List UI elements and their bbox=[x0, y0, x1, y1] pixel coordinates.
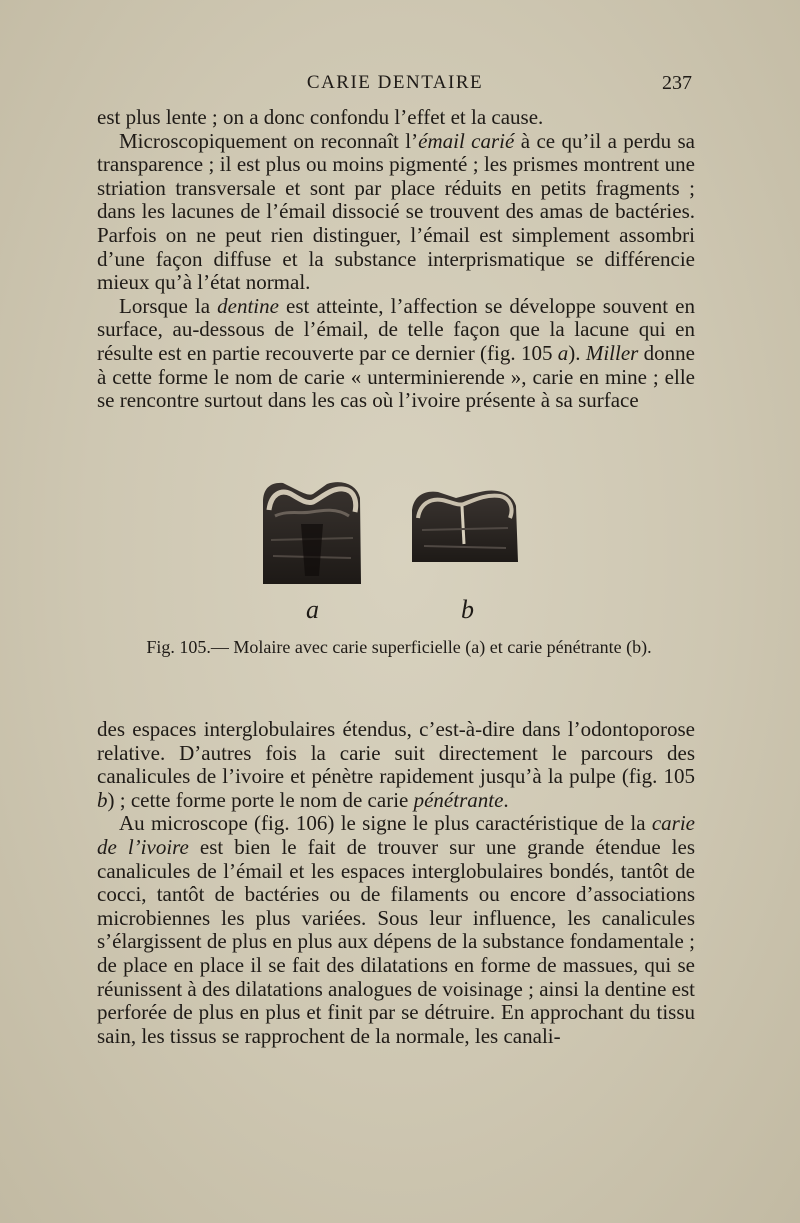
page-number: 237 bbox=[662, 72, 692, 94]
figure-105 bbox=[96, 478, 694, 704]
page-header bbox=[96, 72, 694, 98]
italic-text: pénétrante bbox=[413, 787, 504, 812]
body-text-top bbox=[97, 106, 695, 413]
text-run: ). bbox=[568, 340, 586, 365]
italic-text: émail carié bbox=[418, 128, 515, 153]
body-text-bottom bbox=[97, 718, 695, 1048]
paragraph bbox=[97, 718, 695, 812]
italic-text: carie de l’ivoire bbox=[97, 811, 695, 859]
italic-text: b bbox=[97, 787, 108, 812]
text-run: Au microscope (fig. 106) le signe le plus caractéristique de la bbox=[119, 811, 652, 836]
text-run: à ce qu’il a perdu sa transparence ; il est plus ou moins pigmenté ; les prismes montrent une striation transversale et sont par place réduits en petits fragments ; dans les lacunes de l’émail dissocié se trouvent des amas de bactéries. Parfois on ne peut rien distinguer, l’émail est simplement assombri d’une façon diffuse et la substance interprismatique se différencie mieux qu’à l’état normal. bbox=[97, 128, 695, 295]
text-run: donne à cette forme le nom de carie « unterminierende », carie en mine ; elle se rencontre surtout dans les cas où l’ivoire présente à sa surface bbox=[97, 340, 695, 413]
italic-text: a bbox=[557, 340, 569, 365]
figure-label-b: b bbox=[461, 595, 474, 624]
paragraph bbox=[97, 295, 695, 413]
text-run: des espaces interglobulaires étendus, c’est-à-dire dans l’odontoporose relative. D’autres fois la carie suit directement le parcours des canalicules de l’ivoire et pénètre rapidement jusqu’à la pulpe (fig. 105 bbox=[97, 717, 695, 789]
figure-label-a: a bbox=[306, 595, 319, 624]
tooth-a-illustration bbox=[261, 480, 363, 586]
text-run: Lorsque la bbox=[119, 293, 218, 318]
italic-text: dentine bbox=[217, 293, 279, 318]
text-run: . bbox=[503, 787, 509, 812]
text-run: est plus lente ; on a donc confondu l’effet et la cause. bbox=[97, 105, 544, 129]
paragraph bbox=[97, 130, 695, 295]
text-run: Microscopiquement on reconnaît l’ bbox=[119, 128, 419, 153]
text-run: ) ; cette forme porte le nom de carie bbox=[107, 787, 414, 812]
italic-text: Miller bbox=[585, 340, 639, 365]
text-run: est atteinte, l’affection se développe souvent en surface, au-dessous de l’émail, de telle façon que la lacune qui en résulte est en partie recouverte par ce dernier (fig. 105 bbox=[97, 293, 695, 365]
tooth-b-illustration bbox=[410, 484, 520, 564]
text-run: est bien le fait de trouver sur une grande étendue les canalicules de l’émail et les espaces interglobulaires bondés, tantôt de cocci, tantôt de bactéries ou de filaments ou encore d’associations microbiennes les plus variées. Sous leur influence, les canalicules s’élargissent de plus en plus aux dépens de la substance fondamentale ; de place en place il se fait des dilatations en forme de massues, qui se réunissent à des dilatations analogues de voisinage ; ainsi la dentine est perforée de plus en plus et finit par se détruire. En approchant du tissu sain, les tissus se rapprochent de la normale, les canali- bbox=[97, 834, 695, 1048]
paragraph bbox=[97, 812, 695, 1048]
paragraph bbox=[97, 106, 695, 130]
figure-caption: Fig. 105.— Molaire avec carie superficielle (a) et carie pénétrante (b). bbox=[146, 637, 652, 657]
running-title: CARIE DENTAIRE bbox=[306, 72, 484, 93]
